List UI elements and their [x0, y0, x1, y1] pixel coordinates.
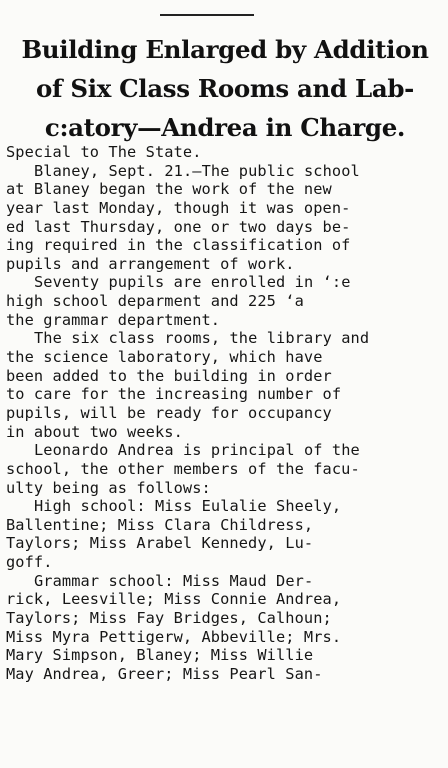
headline-line-1: Building Enlarged by Addition [21, 35, 429, 64]
article-line: to care for the increasing number of [6, 385, 342, 404]
article-line: ulty being as follows: [6, 478, 211, 497]
article-line: Ballentine; Miss Clara Childress, [6, 515, 314, 534]
article-body [6, 143, 442, 684]
article-line: Leonardo Andrea is principal of the [34, 441, 360, 460]
article-line: Taylors; Miss Arabel Kennedy, Lu- [6, 534, 314, 553]
article-line: Taylors; Miss Fay Bridges, Calhoun; [6, 609, 332, 628]
article-line: rick, Leesville; Miss Connie Andrea, [6, 590, 342, 609]
article-line: pupils and arrangement of work. [6, 254, 295, 273]
article-line: the grammar department. [6, 310, 221, 329]
article-line: May Andrea, Greer; Miss Pearl San- [6, 664, 323, 683]
article-line: Miss Myra Pettigerw, Abbeville; Mrs. [6, 627, 342, 646]
headline [6, 30, 444, 147]
article-line: Seventy pupils are enrolled in ‘:e [34, 273, 351, 292]
article-line: Mary Simpson, Blaney; Miss Willie [6, 646, 314, 665]
article-line: Blaney, Sept. 21.—The public school [34, 161, 360, 180]
article-line: ed last Thursday, one or two days be- [6, 217, 351, 236]
article-line: at Blaney began the work of the new [6, 180, 332, 199]
article-line: been added to the building in order [6, 366, 332, 385]
article-line: in about two weeks. [6, 422, 183, 441]
article-line: the science laboratory, which have [6, 348, 323, 367]
article-line: school, the other members of the facu- [6, 459, 360, 478]
article-line: year last Monday, though it was open- [6, 198, 351, 217]
article-line: High school: Miss Eulalie Sheely, [34, 497, 342, 516]
column-rule [160, 14, 254, 16]
article-line: high school deparment and 225 ‘a [6, 292, 304, 311]
headline-line-3: c:atory—Andrea in Charge. [44, 113, 406, 142]
headline-line-2: of Six Class Rooms and Lab- [36, 74, 414, 103]
article-line: The six class rooms, the library and [34, 329, 370, 348]
article-line: Grammar school: Miss Maud Der- [34, 571, 314, 590]
article-line: pupils, will be ready for occupancy [6, 403, 332, 422]
article-line: goff. [6, 553, 53, 572]
article-line: ing required in the classification of [6, 236, 351, 255]
dateline-credit: Special to The State. [6, 143, 202, 161]
